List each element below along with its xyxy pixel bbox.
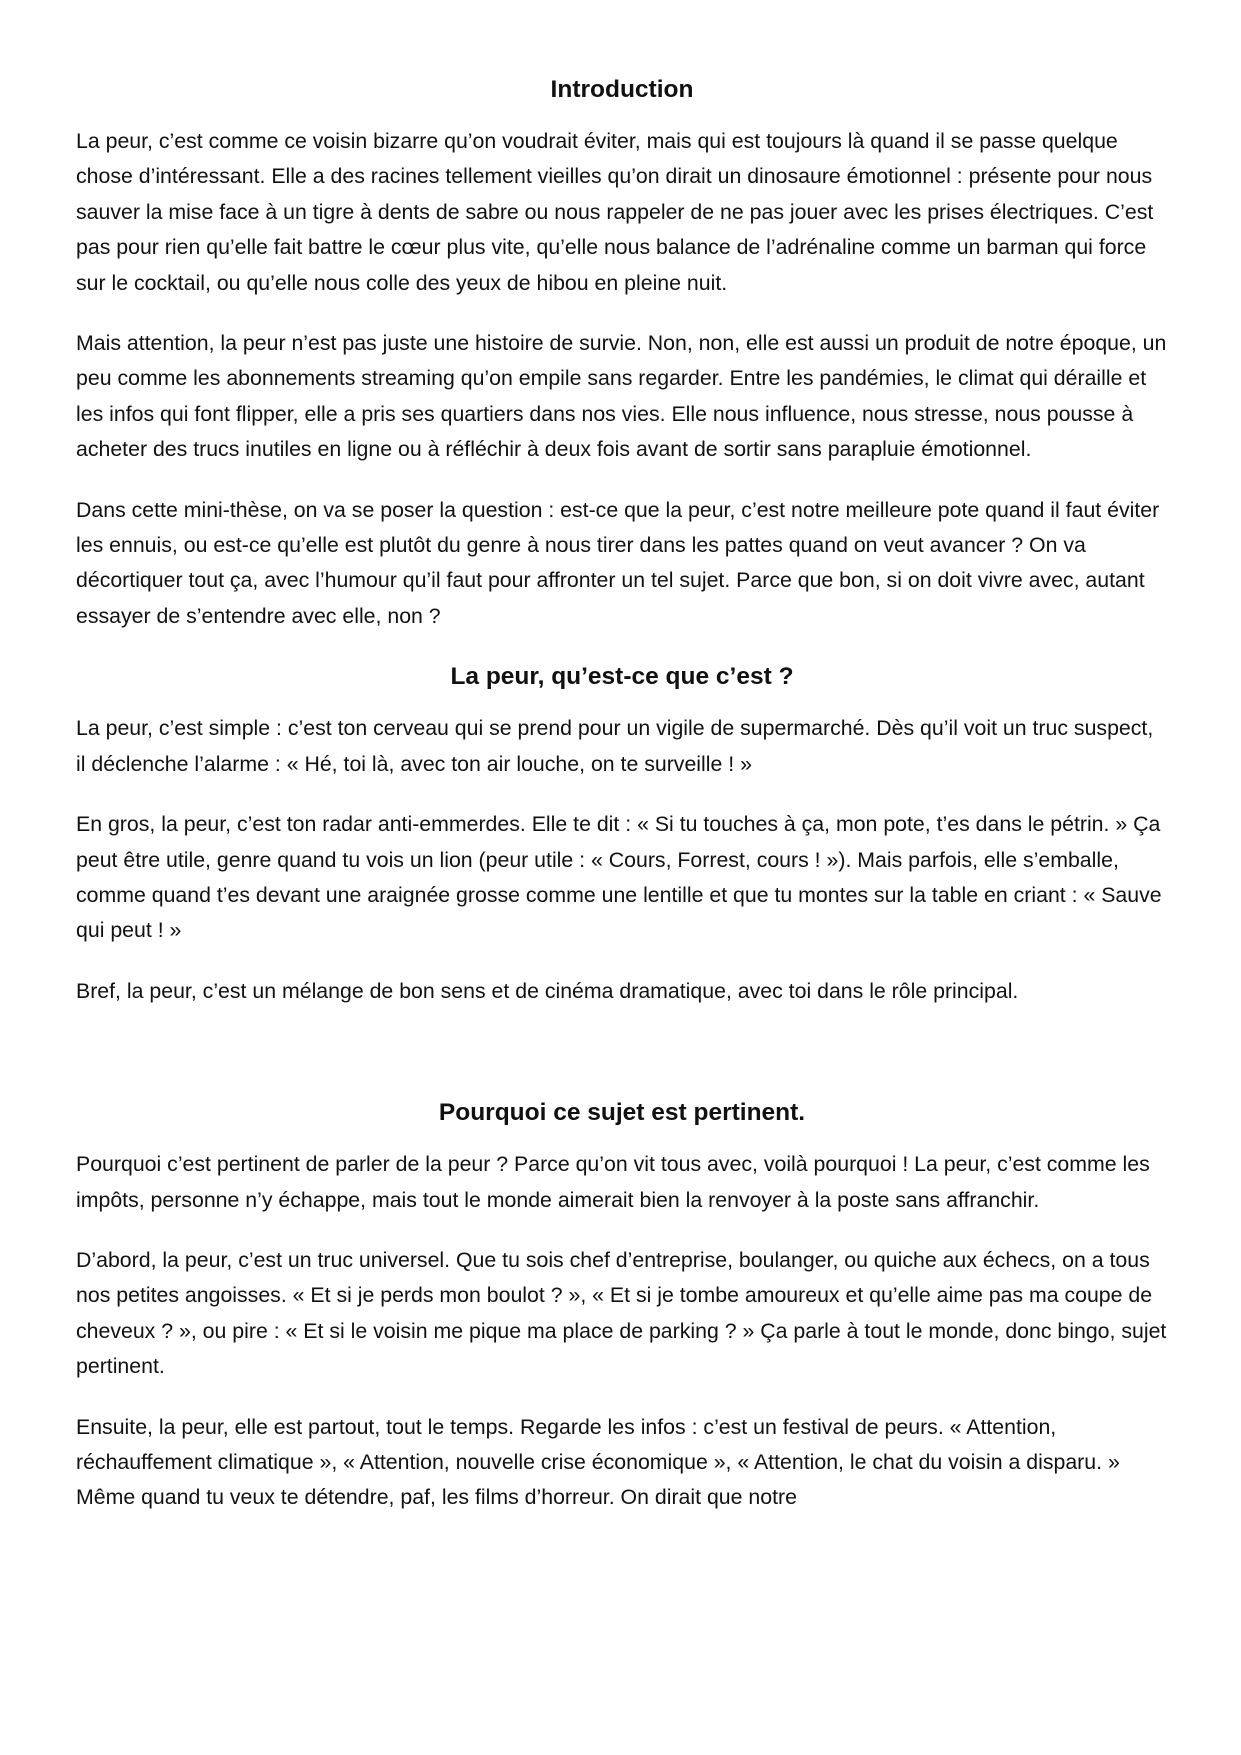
paragraph: En gros, la peur, c’est ton radar anti-emmerdes. Elle te dit : « Si tu touches à ça, mon pote, t’es dans le pétrin. » Ça peut être utile, genre quand tu vois un lion (peur utile : « Cours, Forrest, cours ! »). Mais parfois, elle s’emballe, comme quand t’es devant une araignée grosse comme une lentille et que tu montes sur la table en criant : « Sauve qui peut ! » bbox=[76, 812, 1162, 943]
paragraph: La peur, c’est comme ce voisin bizarre qu’on voudrait éviter, mais qui est toujours là quand il se passe quelque chose d’intéressant. Elle a des racines tellement vieilles qu’on dirait un dinosaure émotionnel : présente pour nous sauver la mise face à un tigre à dents de sabre ou nous rappeler de ne pas jouer avec les prises électriques. C’est pas pour rien qu’elle fait battre le cœur plus vite, qu’elle nous balance de l’adrénaline comme un barman qui force sur le cocktail, ou qu’elle nous colle des yeux de hibou en pleine nuit. bbox=[76, 129, 1154, 295]
section-relevance bbox=[76, 1095, 1168, 1516]
section-definition bbox=[76, 659, 1168, 1009]
paragraph: Dans cette mini-thèse, on va se poser la question : est-ce que la peur, c’est notre meilleure pote quand il faut éviter les ennuis, ou est-ce qu’elle est plutôt du genre à nous tirer dans les pattes quand on veut avancer ? On va décortiquer tout ça, avec l’humour qu’il faut pour affronter un tel sujet. Parce que bon, si on doit vivre avec, autant essayer de s’entendre avec elle, non ? bbox=[76, 497, 1160, 628]
section-heading: Introduction bbox=[550, 76, 694, 103]
paragraph: Ensuite, la peur, elle est partout, tout le temps. Regarde les infos : c’est un festival de peurs. « Attention, réchauffement climatique », « Attention, nouvelle crise économique », « Attention, le chat du voisin a disparu. » Même quand tu veux te détendre, paf, les films d’horreur. On dirait que notre bbox=[76, 1414, 1120, 1510]
section-heading: La peur, qu’est-ce que c’est ? bbox=[450, 663, 794, 691]
paragraph: Bref, la peur, c’est un mélange de bon sens et de cinéma dramatique, avec toi dans le rôle principal. bbox=[76, 978, 1019, 1003]
section-heading: Pourquoi ce sujet est pertinent. bbox=[438, 1099, 806, 1127]
paragraph: Pourquoi c’est pertinent de parler de la peur ? Parce qu’on vit tous avec, voilà pourquoi ! La peur, c’est comme les impôts, personne n’y échappe, mais tout le monde aimerait bien la renvoyer à la poste sans affranchir. bbox=[76, 1152, 1150, 1212]
paragraph: Mais attention, la peur n’est pas juste une histoire de survie. Non, non, elle est aussi un produit de notre époque, un peu comme les abonnements streaming qu’on empile sans regarder. Entre les pandémies, le climat qui déraille et les infos qui font flipper, elle a pris ses quartiers dans nos vies. Elle nous influence, nous stresse, nous pousse à acheter des trucs inutiles en ligne ou à réfléchir à deux fois avant de sortir sans parapluie émotionnel. bbox=[76, 331, 1167, 462]
paragraph: D’abord, la peur, c’est un truc universel. Que tu sois chef d’entreprise, boulanger, ou quiche aux échecs, on a tous nos petites angoisses. « Et si je perds mon boulot ? », « Et si je tombe amoureux et qu’elle aime pas ma coupe de cheveux ? », ou pire : « Et si le voisin me pique ma place de parking ? » Ça parle à tout le monde, donc bingo, sujet pertinent. bbox=[76, 1247, 1167, 1379]
document-page bbox=[76, 72, 1168, 1541]
paragraph: La peur, c’est simple : c’est ton cerveau qui se prend pour un vigile de supermarché. Dès qu’il voit un truc suspect, il déclenche l’alarme : « Hé, toi là, avec ton air louche, on te surveille ! » bbox=[76, 716, 1154, 776]
section-introduction bbox=[76, 72, 1168, 634]
